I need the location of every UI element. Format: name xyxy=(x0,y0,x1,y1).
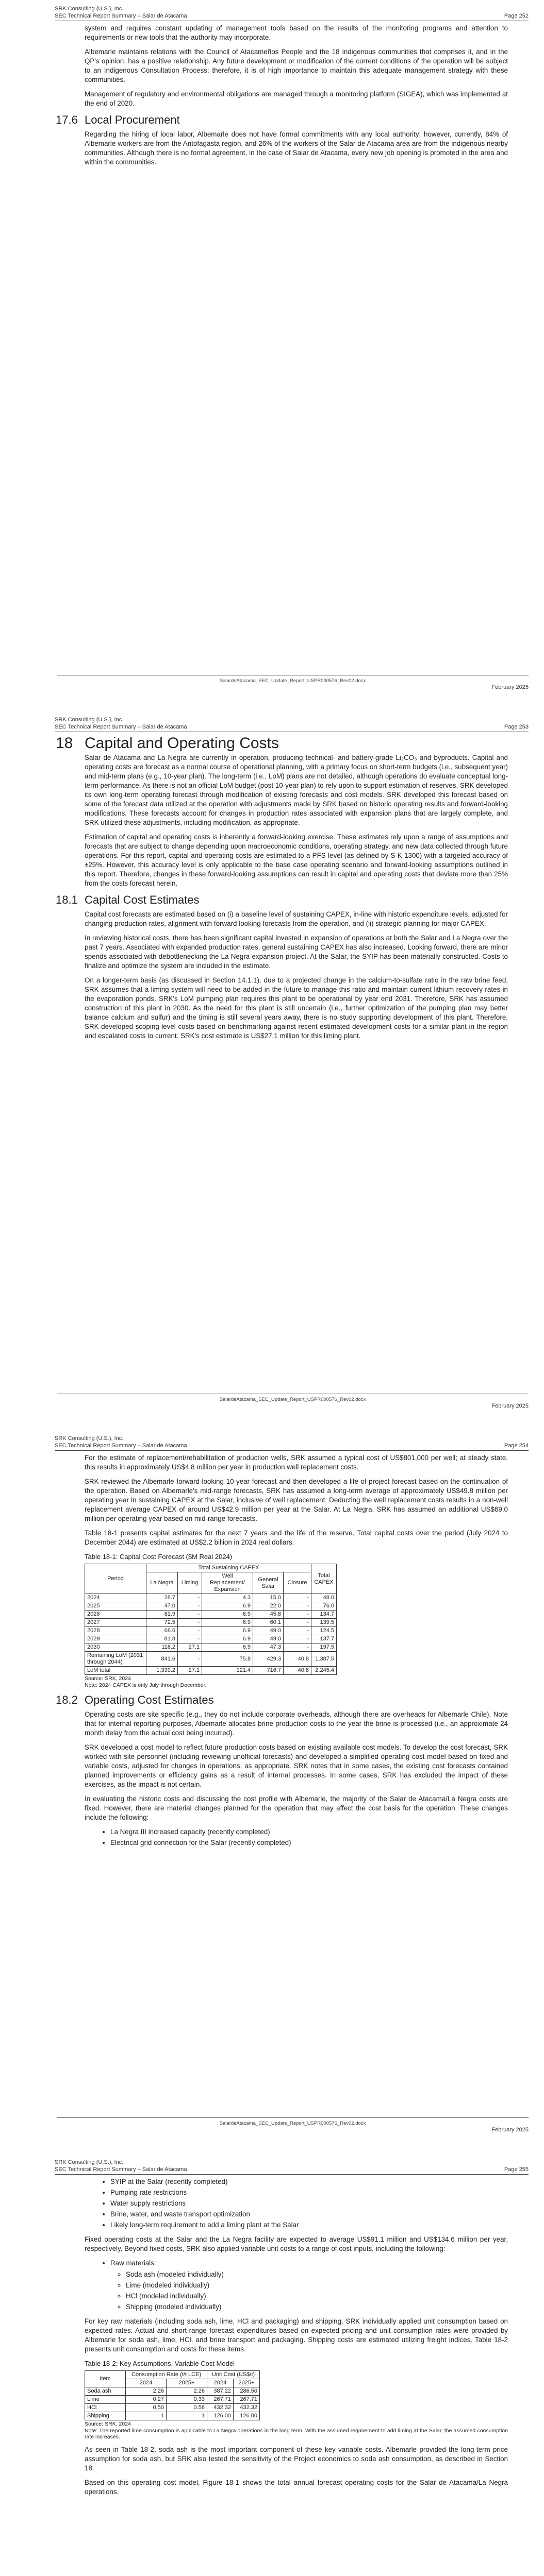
row-label-cell: LoM total xyxy=(85,1667,146,1675)
column-header: 2024 xyxy=(207,2379,234,2387)
page-number: Page 255 xyxy=(504,2166,529,2173)
section-number: 18.2 xyxy=(56,1693,78,1706)
table-cell: 2,245.4 xyxy=(311,1667,337,1675)
capex-table xyxy=(85,1564,337,1675)
variable-cost-table xyxy=(85,2370,260,2420)
chapter-title: Capital and Operating Costs xyxy=(85,735,279,752)
table-cell: 429.3 xyxy=(253,1652,284,1667)
section-title: Operating Cost Estimates xyxy=(85,1693,214,1706)
table-cell: - xyxy=(178,1627,202,1635)
table-cell: 432.32 xyxy=(207,2404,234,2412)
table-cell: 72.5 xyxy=(146,1619,178,1627)
list-item: • SYIP at the Salar (recently completed) xyxy=(110,2177,508,2187)
table-cell: 6.9 xyxy=(202,1643,253,1652)
row-label-cell: 2028 xyxy=(85,1627,146,1635)
column-header-total: Total CAPEX xyxy=(311,1564,337,1594)
paragraph: Estimation of capital and operating costs is inherently a forward-looking exercise. These estimates rely upon a range of assumptions and forecasts that are subject to change depending upon macroeconomic conditions, operating strategy, and new data collected through future operations. For this report, capital and operating costs are estimated to a PFS level (as defined by S-K 1300) with a targeted accuracy of ±25%. However, this accuracy level is only applicable to the base case operating scenario and forward-looking assumptions outlined in this report. Therefore, changes in these forward-looking assumptions can result in capital and operating costs that deviate more than 25% from the costs forecast herein. xyxy=(85,833,508,887)
section-title: Local Procurement xyxy=(85,113,180,126)
table-cell: 27.1 xyxy=(178,1667,202,1675)
footer-filename: SalardeAtacama_SEC_Update_Report_USPR000576_Rev02.docx xyxy=(219,1397,366,1402)
paragraph: In evaluating the historic costs and discussing the cost profile with Albemarle, the majority of the Salar de Atacama/La Negra costs are fixed. However, there are material changes planned for the operation that may affect the cost basis for the operation. These changes include the following: xyxy=(85,1795,508,1821)
table-cell: 0.33 xyxy=(167,2396,207,2404)
paragraph: In reviewing historical costs, there has been significant capital invested in expansion of operations at both the Salar and La Negra over the past 7 years. Associated with expanded production rates, general sustaining CAPEX has also increased. Looking forward, there are minor spends associated with debottlenecking the La Negra expansion project. At the Salar, the SYIP has been materially constructed. Costs to finalize and optimize the system are included in the estimate. xyxy=(85,934,508,970)
row-label-cell: 2026 xyxy=(85,1611,146,1619)
table-cell: - xyxy=(178,1619,202,1627)
table-source-note: Source: SRK, 2024 xyxy=(85,2421,131,2427)
page-gap xyxy=(0,2138,544,2154)
column-header: General Salar xyxy=(253,1572,284,1594)
page-body xyxy=(57,2177,508,2497)
footer-filename: SalardeAtacama_SEC_Update_Report_USPR000576_Rev02.docx xyxy=(219,678,366,684)
page-number: Page 252 xyxy=(504,13,529,19)
capex-table-body xyxy=(85,1594,337,1675)
table-cell: - xyxy=(284,1594,311,1602)
table-cell: 45.8 xyxy=(253,1611,284,1619)
table-cell: 4.3 xyxy=(202,1594,253,1602)
list-item: • Pumping rate restrictions xyxy=(110,2188,508,2197)
table-cell: 1 xyxy=(126,2412,167,2420)
page-header xyxy=(55,2159,529,2177)
paragraph: As seen in Table 18-2, soda ash is the most important component of these key variable costs. Albemarle provided the long-term price assumption for soda ash, but SRK also tested the sensitivity of the Project economics to soda ash consumption, as described in Section 18. xyxy=(85,2446,508,2472)
table-cell: 432.32 xyxy=(234,2404,260,2412)
table-cell: 124.5 xyxy=(311,1627,337,1635)
page-footer xyxy=(57,675,529,691)
column-header: 2025+ xyxy=(234,2379,260,2387)
header-report-title: SEC Technical Report Summary – Salar de Atacama xyxy=(55,1443,187,1449)
column-header: Well Replacement/ Expansion xyxy=(202,1572,253,1594)
footer-date: February 2025 xyxy=(491,684,529,690)
table-cell: 6.9 xyxy=(202,1611,253,1619)
paragraph: Table 18-1 presents capital estimates for the next 7 years and the life of the reserve. Total capital costs over the period (July 2024 to December 2044) are estimated at US$2.2 billion in 2024 real dollars. xyxy=(85,1529,508,1546)
header-report-title: SEC Technical Report Summary – Salar de Atacama xyxy=(55,13,187,19)
table-cell: 49.0 xyxy=(253,1627,284,1635)
section-heading xyxy=(56,115,508,125)
table-cell: 116.2 xyxy=(146,1643,178,1652)
variable-cost-table-body xyxy=(85,2387,260,2420)
report-page xyxy=(0,0,544,696)
table-cell: 0.27 xyxy=(126,2396,167,2404)
header-company: SRK Consulting (U.S.), Inc. xyxy=(55,717,124,723)
list-item: • Likely long-term requirement to add a liming plant at the Salar xyxy=(110,2221,508,2230)
table-note: Note: 2024 CAPEX is only July through December. xyxy=(85,1682,207,1688)
table-note: Note: The reported lime consumption is applicable to La Negra operations in the long term. With the assumed requirement to add liming at the Salar, the assumed consumption rate increases. xyxy=(85,2428,508,2440)
page-number: Page 254 xyxy=(504,1443,529,1449)
paragraph: For key raw materials (including soda ash, lime, HCl and packaging) and shipping, SRK individually applied unit consumption based on expected rates. Actual and short-range forecast expenditures based on expected pricing and unit consumption rates were provided by Albemarle for soda ash, lime, HCl, and brine transport and packaging. Shipping costs are estimated utilizing freight indices. Table 18-2 presents unit consumption and costs for these items. xyxy=(85,2317,508,2353)
table-cell: 47.0 xyxy=(146,1602,178,1611)
header-report-title: SEC Technical Report Summary – Salar de Atacama xyxy=(55,724,187,730)
paragraph: For the estimate of replacement/rehabilitation of production wells, SRK assumed a typical cost of US$801,000 per well; at steady state, this results in approximately US$4.8 million per year in production well replacement costs. xyxy=(85,1454,508,1471)
section-heading xyxy=(56,1693,508,1706)
table-cell: 47.3 xyxy=(253,1643,284,1652)
page-body xyxy=(56,735,508,1041)
table-row xyxy=(85,2412,260,2420)
bullet-list xyxy=(85,1827,508,1848)
column-group-header: Consumption Rate (t/t LCE) xyxy=(126,2371,207,2379)
table-row xyxy=(85,1602,337,1611)
raw-materials-heading: Raw materials: xyxy=(110,2259,156,2267)
table-row xyxy=(85,1667,337,1675)
table-caption: Table 18-2: Key Assumptions, Variable Cost Model xyxy=(85,2360,235,2367)
table-cell: 40.8 xyxy=(284,1652,311,1667)
header-company: SRK Consulting (U.S.), Inc. xyxy=(55,6,124,12)
page-footer xyxy=(57,2117,529,2134)
table-cell: 126.00 xyxy=(207,2412,234,2420)
section-heading xyxy=(56,895,508,905)
table-cell: 2.26 xyxy=(167,2387,207,2396)
column-header-period: Period xyxy=(85,1564,146,1594)
row-label-cell: 2027 xyxy=(85,1619,146,1627)
table-row xyxy=(85,1652,337,1667)
table-cell: 197.5 xyxy=(311,1643,337,1652)
table-cell: 49.0 xyxy=(253,1635,284,1643)
column-header: Closure xyxy=(284,1572,311,1594)
row-label-cell: 2025 xyxy=(85,1602,146,1611)
header-rule xyxy=(55,2174,529,2175)
paragraph: On a longer-term basis (as discussed in Section 14.1.1), due to a projected change in the calcium-to-sulfate ratio in the raw brine feed, SRK assumes that a liming system will need to be added in the future to manage this ratio and maintain current lithium recovery rates in the evaporation ponds. SRK's LoM pumping plan requires this plant to be operational by year end 2031. Therefore, SRK has assumed construction of this plant in 2030. As the need for this plant is still uncertain (i.e., further optimization of the pumping plan may better balance calcium and sulfur) and the timing is still several years away, there is no study supporting development of this plant. Therefore, SRK developed scoping-level costs based on benchmarking against recent estimated development costs for a similar plant in the region and escalated costs to current. SRK's cost estimate is US$27.1 million for this liming plant. xyxy=(85,976,508,1040)
table-cell: 0.50 xyxy=(126,2404,167,2412)
paragraph: SRK reviewed the Albemarle forward-looking 10-year forecast and then developed a life-of-project forecast based on the continuation of the operation. Based on Albemarle's mid-range forecasts, SRK has assumed a long-term average of approximately US$49.8 million per operating year in sustaining CAPEX at the Salar, inclusive of well replacement. Deducting the well replacement costs results in a non-well replacement average CAPEX of around US$42.9 million per year at the Salar. At La Negra, SRK has assumed an additional US$69.0 million per operating year based on mid-range forecasts. xyxy=(85,1478,508,1522)
list-item: • Brine, water, and waste transport optimization xyxy=(110,2210,508,2219)
list-item: ◦ HCl (modeled individually) xyxy=(126,2292,508,2301)
table-row xyxy=(85,2404,260,2412)
table-cell: - xyxy=(178,1594,202,1602)
row-label-cell: Soda ash xyxy=(85,2387,126,2396)
page-gap xyxy=(0,696,544,711)
table-cell: 267.71 xyxy=(234,2396,260,2404)
table-cell: 126.00 xyxy=(234,2412,260,2420)
list-item xyxy=(110,2259,508,2312)
table-cell: 841.6 xyxy=(146,1652,178,1667)
list-item: ◦ Shipping (modeled individually) xyxy=(126,2302,508,2312)
table-cell: - xyxy=(284,1627,311,1635)
table-cell: 81.8 xyxy=(146,1635,178,1643)
table-cell: 387.22 xyxy=(207,2387,234,2396)
paragraph: Regarding the hiring of local labor, Albemarle does not have formal commitments with any local authority; however, currently, 84% of Albemarle workers are from the Antofagasta region, and 26% of the workers of the Salar de Atacama area are from the indigenous nearby communities. Although there is no formal agreement, in the case of Salar de Atacama, every new job opening is promoted in the area and within the communities. xyxy=(85,130,508,166)
column-header: Liming xyxy=(178,1572,202,1594)
table-cell: 137.7 xyxy=(311,1635,337,1643)
header-report-title: SEC Technical Report Summary – Salar de Atacama xyxy=(55,2166,187,2173)
column-header: 2024 xyxy=(126,2379,167,2387)
table-cell: - xyxy=(284,1619,311,1627)
table-cell: - xyxy=(284,1635,311,1643)
table-row xyxy=(85,1611,337,1619)
table-cell: - xyxy=(178,1602,202,1611)
table-cell: - xyxy=(178,1611,202,1619)
column-group-header: Total Sustaining CAPEX xyxy=(146,1564,311,1572)
bullet-list xyxy=(85,2259,508,2312)
table-cell: 2.26 xyxy=(126,2387,167,2396)
footer-date: February 2025 xyxy=(491,2127,529,2133)
page-footer xyxy=(57,1394,529,1410)
paragraph: Capital cost forecasts are estimated based on (i) a baseline level of sustaining CAPEX, in-line with historic expenditure levels, adjusted for changing production rates, alignment with forward looking forecasts from the operation, and (ii) strategic planning for major CAPEX. xyxy=(85,910,508,927)
table-cell: - xyxy=(178,1652,202,1667)
table-cell: - xyxy=(284,1602,311,1611)
list-item: • Water supply restrictions xyxy=(110,2199,508,2208)
table-cell: 6.9 xyxy=(202,1619,253,1627)
table-row xyxy=(85,1594,337,1602)
section-number: 18.1 xyxy=(56,893,78,906)
table-cell: 134.7 xyxy=(311,1611,337,1619)
paragraph: Salar de Atacama and La Negra are currently in operation, producing technical- and battery-grade Li₂CO₃ and byproducts. Capital and operating costs are forecast as a normal course of operational planning, with a primary focus on short-term budgets (i.e., subsequent year) and mid-term plans (e.g., 10-year plan). The long-term (i.e., LoM) plans are not detailed, although operations do evaluate conceptual long-term performance. As there is not an official LoM budget (post 10-year plan) to rely upon to support estimation of reserves, SRK developed its own long-term operating forecast through modification of existing forecasts and cost models. SRK developed this forecast based on some of the forecast data utilized at the operation with adjustments made by SRK based on historic operating results and forward-looking modifications. These forecasts account for changes in production rates associated with expansion plans that are largely complete, and SRK utilized these adjustments, including modification, as appropriate. xyxy=(85,754,508,826)
list-item: • La Negra III increased capacity (recently completed) xyxy=(110,1827,508,1837)
header-company: SRK Consulting (U.S.), Inc. xyxy=(55,1435,124,1442)
paragraph: Management of regulatory and environmental obligations are managed through a monitoring platform (SIGEA), which was implemented at the end of 2020. xyxy=(85,90,508,107)
table-cell: 75.8 xyxy=(202,1652,253,1667)
table-cell: 68.6 xyxy=(146,1627,178,1635)
paragraph: Based on this operating cost model, Figure 18-1 shows the total annual forecast operating costs for the Salar de Atacama/La Negra operations. xyxy=(85,2479,508,2496)
table-cell: 81.9 xyxy=(146,1611,178,1619)
section-title: Capital Cost Estimates xyxy=(85,893,200,906)
table-cell: 121.4 xyxy=(202,1667,253,1675)
column-header: 2025+ xyxy=(167,2379,207,2387)
table-row xyxy=(85,1627,337,1635)
paragraph: SRK developed a cost model to reflect future production costs based on existing available cost models. To develop the cost forecast, SRK worked with site personnel (including reviewing unofficial forecasts) and developed a simplified operating cost model based on fixed and variable costs, adjusted for changes in operations, as appropriate. SRK notes that in some cases, the existing cost forecasts contained planned improvements or efficiency gains as a result of internal processes. In some cases, SRK has excluded the impact of these exercises, as the impact is not certain. xyxy=(85,1743,508,1788)
paragraph: system and requires constant updating of management tools based on the results of the monitoring programs and attention to requirements or new tools that the authority may incorporate. xyxy=(85,24,508,41)
bullet-list xyxy=(85,2177,508,2230)
table-cell: - xyxy=(178,1635,202,1643)
footer-filename: SalardeAtacama_SEC_Update_Report_USPR000576_Rev02.docx xyxy=(219,2121,366,2126)
paragraph: Operating costs are site specific (e.g., they do not include corporate overheads, although there are overheads for Albemarle Chile). Note that for internal reporting purposes, Albemarle allocates brine production costs to the year the brine is processed (i.e., an approximate 24 month delay from the actual cost being incurred). xyxy=(85,1710,508,1737)
list-item: • Electrical grid connection for the Salar (recently completed) xyxy=(110,1838,508,1848)
table-cell: 1,387.5 xyxy=(311,1652,337,1667)
table-cell: 139.5 xyxy=(311,1619,337,1627)
table-cell: 286.50 xyxy=(234,2387,260,2396)
table-cell: 267.71 xyxy=(207,2396,234,2404)
page-header xyxy=(55,716,529,735)
column-header: La Negra xyxy=(146,1572,178,1594)
table-cell: 60.1 xyxy=(253,1619,284,1627)
footer-rule xyxy=(57,2117,529,2118)
row-label-cell: 2030 xyxy=(85,1643,146,1652)
section-number: 17.6 xyxy=(56,113,78,126)
table-cell: 27.1 xyxy=(178,1643,202,1652)
table-cell: 15.0 xyxy=(253,1594,284,1602)
report-page xyxy=(0,711,544,1414)
page-body xyxy=(57,1453,508,1848)
sub-bullet-list xyxy=(110,2270,508,2312)
table-caption: Table 18-1: Capital Cost Forecast ($M Real 2024) xyxy=(85,1553,233,1561)
header-company: SRK Consulting (U.S.), Inc. xyxy=(55,2159,124,2165)
page-header xyxy=(55,5,529,24)
table-row xyxy=(85,1619,337,1627)
chapter-heading xyxy=(56,735,508,752)
table-cell: 22.0 xyxy=(253,1602,284,1611)
table-cell: 6.9 xyxy=(202,1635,253,1643)
report-page xyxy=(0,1430,544,2138)
row-label-cell: 2024 xyxy=(85,1594,146,1602)
table-row xyxy=(85,1643,337,1652)
table-cell: 40.8 xyxy=(284,1667,311,1675)
row-label-cell: Lime xyxy=(85,2396,126,2404)
table-cell: 6.9 xyxy=(202,1627,253,1635)
page-body xyxy=(57,24,508,167)
table-cell: - xyxy=(284,1611,311,1619)
table-row xyxy=(85,1635,337,1643)
page-number: Page 253 xyxy=(504,724,529,730)
column-header-item: Item xyxy=(85,2371,126,2387)
table-cell: 1,339.2 xyxy=(146,1667,178,1675)
header-rule xyxy=(55,1450,529,1451)
report-page xyxy=(0,2154,544,2576)
row-label-cell: Remaining LoM (2031 through 2044) xyxy=(85,1652,146,1667)
table-cell: 48.0 xyxy=(311,1594,337,1602)
chapter-number: 18 xyxy=(56,735,73,752)
table-row xyxy=(85,2396,260,2404)
paragraph: Albemarle maintains relations with the Council of Atacameños People and the 18 indigenous communities that comprises it, and in the QP's opinion, has a positive relationship. Any future development or modification of the current conditions of the operation will be subject to an Indigenous Consultation Process; therefore, it is of high importance to maintain this adequate management strategy with these communities. xyxy=(85,48,508,83)
table-row xyxy=(85,2387,260,2396)
column-group-header: Unit Cost (US$/t) xyxy=(207,2371,260,2379)
table-cell: 28.7 xyxy=(146,1594,178,1602)
page-gap xyxy=(0,1414,544,1430)
table-cell: - xyxy=(284,1643,311,1652)
page-header xyxy=(55,1435,529,1453)
list-item: ◦ Soda ash (modeled individually) xyxy=(126,2270,508,2279)
table-cell: 6.9 xyxy=(202,1602,253,1611)
table-cell: 716.7 xyxy=(253,1667,284,1675)
paragraph: Fixed operating costs at the Salar and the La Negra facility are expected to average US$91.1 million and US$134.6 million per year, respectively. Beyond fixed costs, SRK also applied variable unit costs to a range of cost inputs, including the following: xyxy=(85,2235,508,2252)
table-cell: 76.0 xyxy=(311,1602,337,1611)
table-cell: 0.56 xyxy=(167,2404,207,2412)
table-cell: 1 xyxy=(167,2412,207,2420)
row-label-cell: 2029 xyxy=(85,1635,146,1643)
row-label-cell: HCl xyxy=(85,2404,126,2412)
row-label-cell: Shipping xyxy=(85,2412,126,2420)
table-source-note: Source: SRK, 2024 xyxy=(85,1675,131,1682)
footer-date: February 2025 xyxy=(491,1403,529,1409)
list-item: ◦ Lime (modeled individually) xyxy=(126,2281,508,2290)
